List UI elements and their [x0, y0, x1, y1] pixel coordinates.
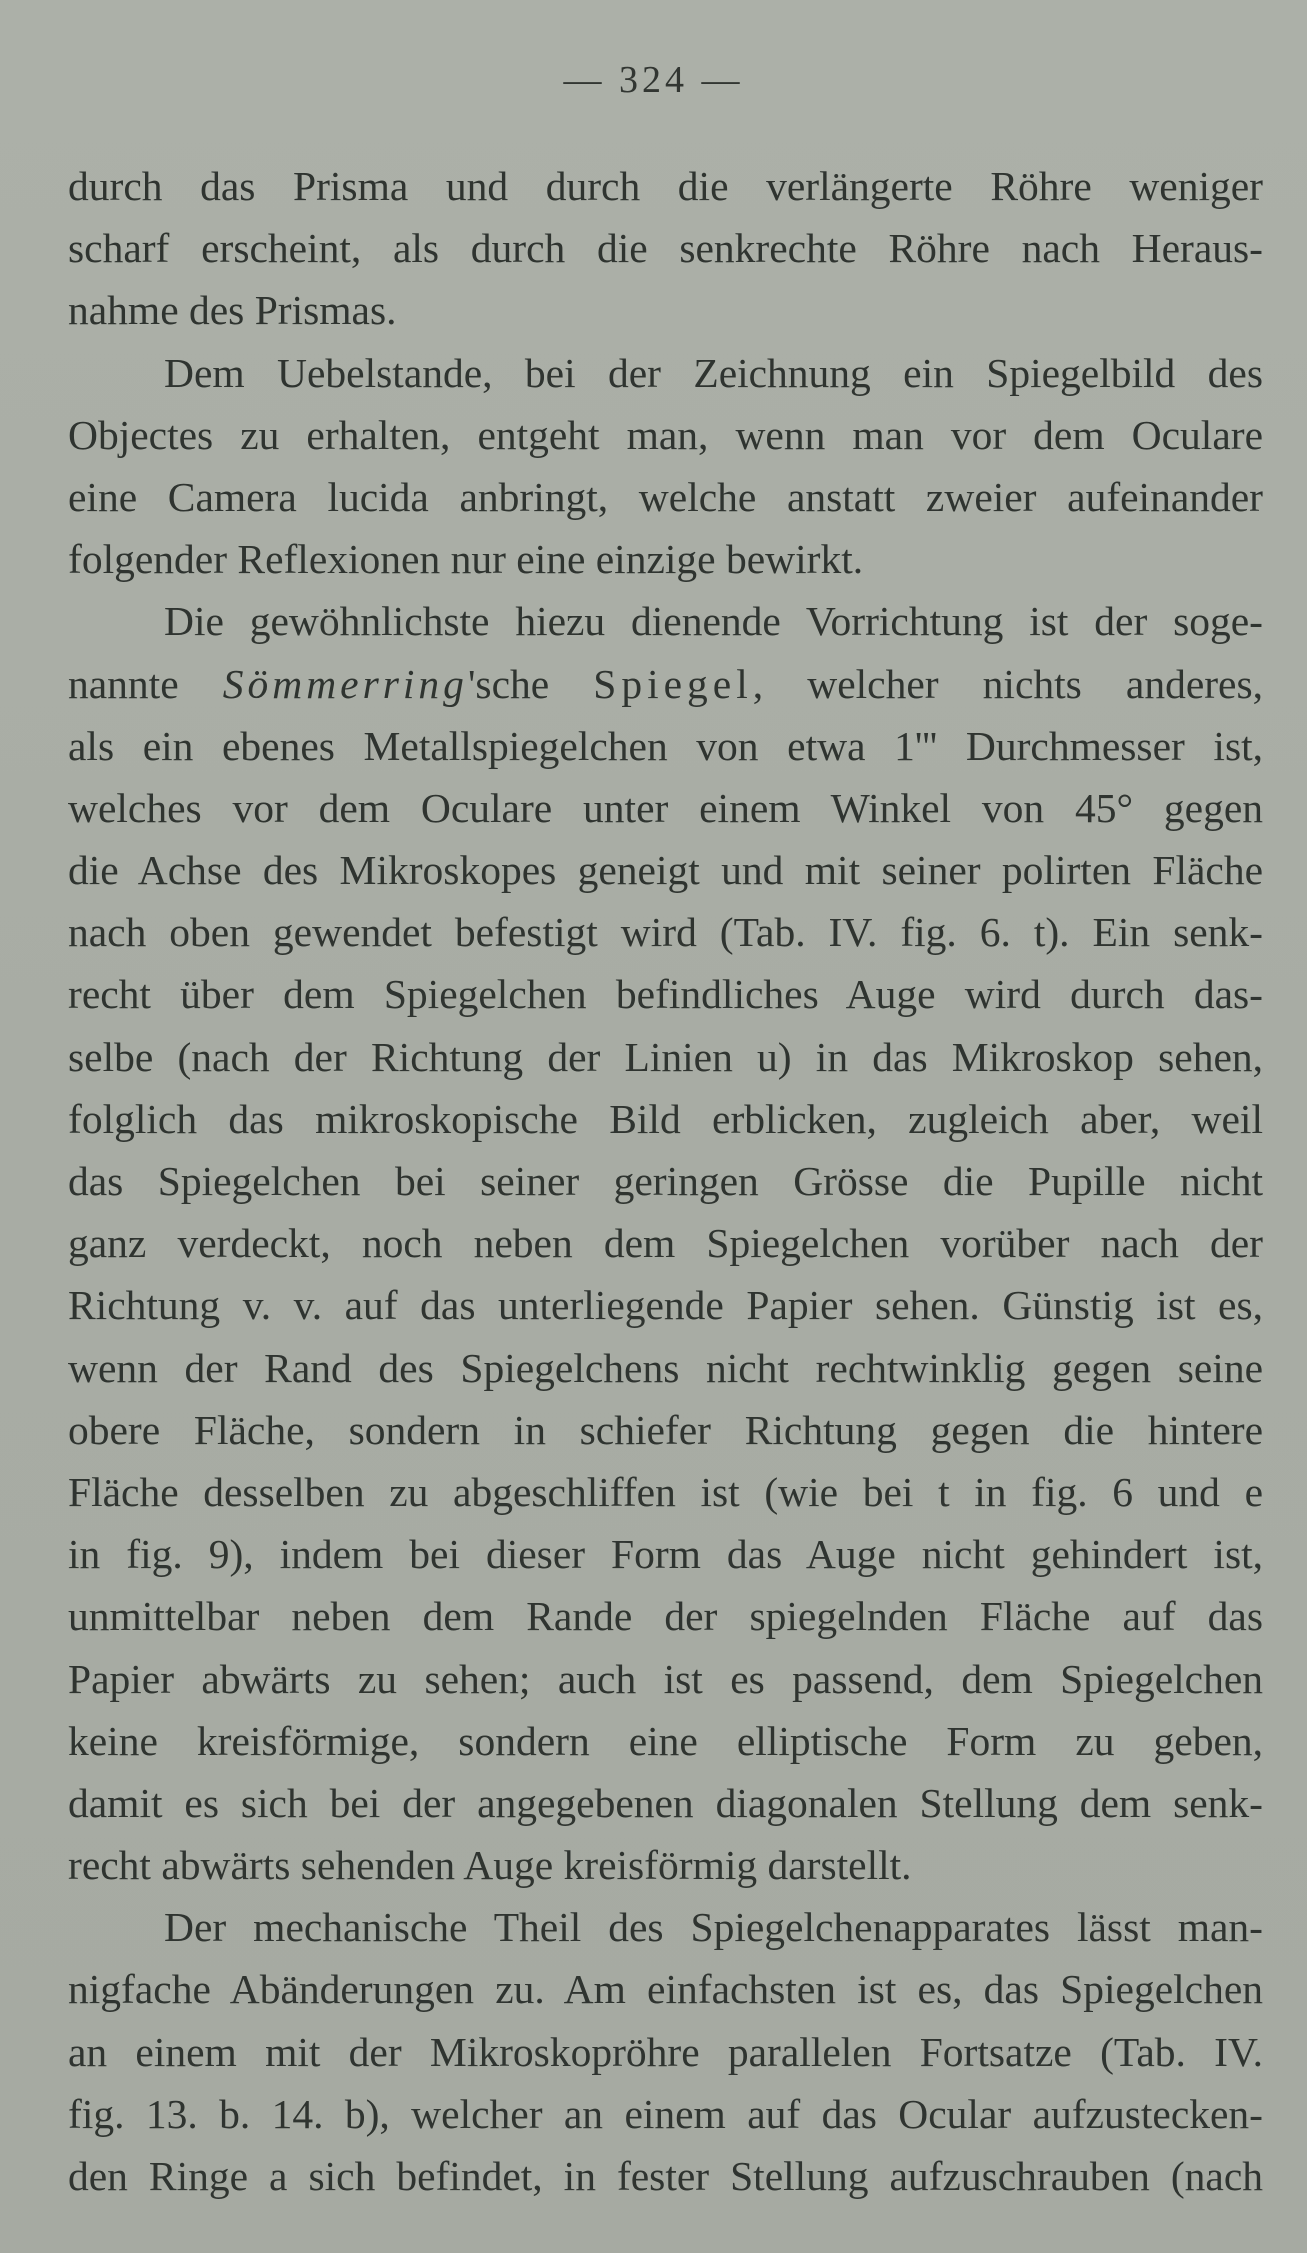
text-line: Richtung v. v. auf das unterliegende Papier sehen. Günstig ist es,	[68, 1282, 1263, 1329]
text-line: Fläche desselben zu abgeschliffen ist (wie bei t in fig. 6 und e	[68, 1468, 1263, 1515]
text-line: an einem mit der Mikroskopröhre parallelen Fortsatze (Tab. IV.	[68, 2028, 1263, 2075]
line-fragment: nannte	[68, 660, 223, 707]
text-line: nigfache Abänderungen zu. Am einfachsten ist es, das Spiegelchen	[68, 1966, 1263, 2013]
spaced-term: Spiegel	[593, 660, 753, 707]
text-line: in fig. 9), indem bei dieser Form das Auge nicht gehindert ist,	[68, 1531, 1263, 1578]
body-text	[68, 155, 1263, 2207]
text-line: durch das Prisma und durch die verlängerte Röhre weniger	[68, 163, 1263, 209]
text-line: damit es sich bei der angegebenen diagonalen Stellung dem senk-	[68, 1779, 1263, 1826]
text-line: selbe (nach der Richtung der Linien u) in das Mikroskop sehen,	[68, 1033, 1263, 1080]
text-line: die Achse des Mikroskopes geneigt und mit seiner polirten Fläche	[68, 847, 1263, 894]
text-line: eine Camera lucida anbringt, welche anstatt zweier aufeinander	[68, 473, 1263, 520]
paragraph-start-line: Die gewöhnlichste hiezu dienende Vorrichtung ist der soge-	[164, 598, 1263, 645]
text-line: nach oben gewendet befestigt wird (Tab. IV. fig. 6. t). Ein senk-	[68, 909, 1263, 956]
text-line: welches vor dem Oculare unter einem Winkel von 45° gegen	[68, 784, 1263, 831]
text-line: fig. 13. b. 14. b), welcher an einem auf das Ocular aufzustecken-	[68, 2090, 1263, 2137]
text-line: nahme des Prismas.	[68, 287, 397, 334]
text-line: den Ringe a sich befindet, in fester Stellung aufzuschrauben (nach	[68, 2153, 1263, 2199]
line-fragment: , welcher nichts anderes,	[752, 660, 1263, 707]
text-line-soemmerring	[68, 653, 1263, 715]
text-line: ganz verdeckt, noch neben dem Spiegelchen vorüber nach der	[68, 1220, 1263, 1267]
text-line: wenn der Rand des Spiegelchens nicht rechtwinklig gegen seine	[68, 1344, 1263, 1391]
text-line: obere Fläche, sondern in schiefer Richtung gegen die hintere	[68, 1406, 1263, 1453]
text-line: folglich das mikroskopische Bild erblicken, zugleich aber, weil	[68, 1095, 1263, 1142]
text-line: Objectes zu erhalten, entgeht man, wenn man vor dem Oculare	[68, 411, 1263, 458]
author-name-italic: Sömmerring	[222, 660, 468, 707]
paragraph-start-line: Der mechanische Theil des Spiegelchenapparates lässt man-	[164, 1904, 1263, 1951]
page-number: — 324 —	[563, 59, 744, 101]
line-fragment: 'sche	[467, 660, 594, 707]
text-line: unmittelbar neben dem Rande der spiegelnden Fläche auf das	[68, 1593, 1263, 1640]
text-line: recht abwärts sehenden Auge kreisförmig darstellt.	[68, 1842, 912, 1889]
paragraph-start-line: Dem Uebelstande, bei der Zeichnung ein Spiegelbild des	[164, 349, 1263, 396]
text-line: als ein ebenes Metallspiegelchen von etwa 1''' Durchmesser ist,	[68, 722, 1263, 769]
text-line: scharf erscheint, als durch die senkrechte Röhre nach Heraus-	[68, 225, 1263, 272]
text-line: folgender Reflexionen nur eine einzige bewirkt.	[68, 536, 864, 583]
text-line: recht über dem Spiegelchen befindliches Auge wird durch das-	[68, 971, 1263, 1018]
text-line: keine kreisförmige, sondern eine elliptische Form zu geben,	[68, 1717, 1263, 1764]
text-line: das Spiegelchen bei seiner geringen Grösse die Pupille nicht	[68, 1158, 1263, 1204]
text-line: Papier abwärts zu sehen; auch ist es passend, dem Spiegelchen	[68, 1655, 1263, 1702]
